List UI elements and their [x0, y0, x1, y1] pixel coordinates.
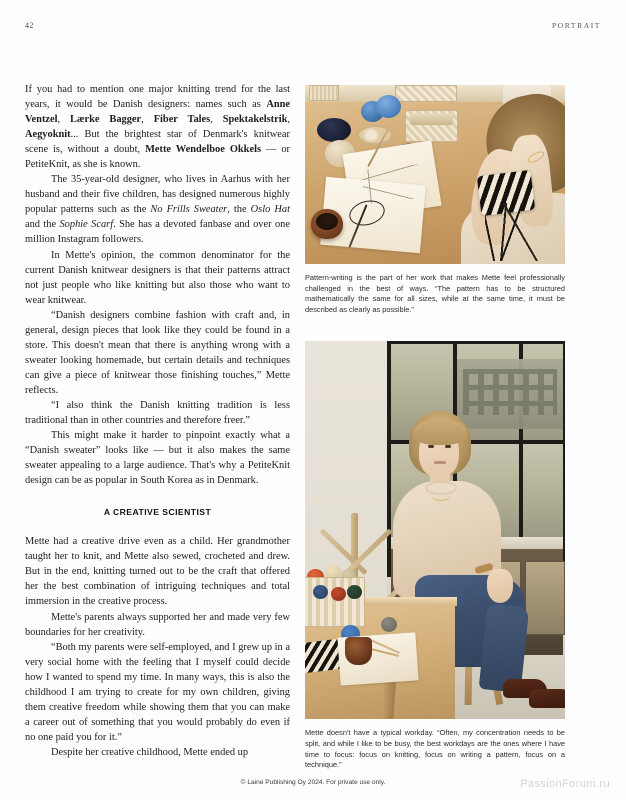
running-head-title: PORTRAIT: [551, 21, 601, 30]
text-run: Mette Wendelboe Okkels: [145, 144, 262, 156]
text-run: “Danish designers combine fashion with craft and, in general, design pieces that look like they could be found in a store. This doesn't mean that there is anything wrong with a sweater looking homemade, but certain details and techniques can give a piece of knitwear those finishing touches,” Mette reflects.: [25, 309, 290, 396]
storage-basket-contents: [410, 113, 453, 125]
site-watermark: PassionForum.ru: [520, 778, 610, 790]
knitter-figure: [453, 91, 565, 264]
photo-knitting-at-table: [305, 85, 565, 264]
article-body-before-heading: [25, 82, 290, 488]
window-pane-6: [523, 444, 563, 538]
copyright-notice: © Laine Publishing Oy 2024. For private use only.: [240, 779, 386, 786]
text-run: “Both my parents were self-employed, and I grew up in a very social home with the feeling that I myself could decide how I wanted to spend my time. In many ways, this is also the childhood I am trying to create for my own children, giving them creative freedom while showing them that you can make a career out of something that you would probably do even if no one paid you for it.”: [25, 641, 290, 743]
article-text-column: [25, 82, 290, 760]
subject-eye-left: [428, 445, 434, 447]
coffee-surface: [316, 213, 338, 230]
text-run: The 35-year-old designer, who lives in Aarhus with her husband and their five children, has designed numerous highly popular patterns such as the: [25, 174, 290, 216]
text-run: This might make it harder to pinpoint exactly what a “Danish sweater” looks like — but it also makes the same sweater appealing to a large audience. That's why a PetiteKnit design can be as popular in South Korea as in Denmark.: [25, 430, 290, 487]
text-run: ,: [287, 114, 290, 126]
section-heading: A CREATIVE SCIENTIST: [103, 507, 212, 518]
yarn-ball-blue-2: [376, 95, 401, 118]
text-run: ... But the brightest star of Denmark's knitwear scene is, without a doubt,: [25, 129, 290, 156]
yarn-winder-hub: [363, 128, 379, 142]
text-run: ,: [141, 114, 154, 126]
text-run: , the: [227, 204, 251, 216]
figure-portrait-on-stool: [305, 341, 565, 770]
woven-basket-top-middle: [395, 85, 457, 102]
article-paragraph: [25, 248, 290, 308]
woven-basket-top-left: [309, 85, 339, 101]
photo-portrait-on-stool: [305, 341, 565, 719]
sandal-right: [529, 689, 565, 708]
text-run: ,: [210, 114, 223, 126]
text-run: and the: [25, 219, 60, 231]
text-run: Anne Ventzel: [25, 99, 290, 126]
page-number: 42: [25, 21, 34, 30]
subject-hands: [487, 569, 513, 603]
text-run: Spektakelstrik: [222, 114, 288, 126]
text-run: . She has a devoted fanbase and over one million Instagram followers.: [25, 219, 290, 246]
text-run: — or PetiteKnit, as she is known.: [25, 144, 290, 171]
text-run: Fiber Tales: [153, 114, 211, 126]
yarn-ball-navy: [317, 118, 351, 142]
text-run: Aegyoknit: [25, 129, 71, 141]
text-run: Despite her creative childhood, Mette ended up: [51, 746, 249, 758]
article-paragraph: [25, 398, 290, 428]
shelf-box-2: [525, 561, 565, 635]
text-run: In Mette's opinion, the common denominator for the current Danish knitwear designers is that their patterns attract not just people who like knitting but also those who want to wear knitwear.: [25, 249, 290, 306]
article-paragraph: [25, 610, 290, 640]
article-paragraph: [25, 172, 290, 247]
pattern-sketch-lines: [361, 164, 424, 204]
article-paragraph: [25, 428, 290, 488]
subject-eye-right: [445, 445, 451, 447]
article-body-after-heading: [25, 534, 290, 760]
figure-caption: Pattern-writing is the part of her work that makes Mette feel professionally challenged in the best of ways. “The pattern has to be structured mathematically the same for all sizes, while at the same time, it must be described as clearly as possible.”: [305, 273, 565, 314]
article-paragraph: [25, 745, 290, 760]
text-run: “I also think the Danish knitting tradition is less traditional than in other countries and therefore freer.”: [25, 399, 290, 427]
article-paragraph: [25, 308, 290, 398]
table-mug: [345, 637, 372, 665]
text-run: ,: [57, 114, 71, 126]
text-run: Sophie Scarf: [59, 219, 114, 231]
article-paragraph: [25, 534, 290, 609]
text-run: Mette's parents always supported her and made very few boundaries for her creativity.: [25, 611, 290, 638]
dark-yarn-strands: [485, 203, 549, 261]
figure-caption: Mette doesn't have a typical workday. “Often, my concentration needs to be split, and while I like to be busy, the best workdays are the ones where I have time to focus: focus on knitting, focus on writing a pattern, focus on a technique.”: [305, 728, 565, 770]
subject-hair-front: [413, 419, 467, 445]
media-column: [305, 85, 565, 771]
article-paragraph: [25, 640, 290, 745]
text-run: No Frills Sweater: [150, 204, 228, 216]
figure-knitting-at-table: [305, 85, 565, 315]
text-run: If you had to mention one major knitting trend for the last years, it would be Danish designers: names such as: [25, 84, 290, 111]
article-paragraph: [25, 82, 290, 172]
text-run: Lærke Bagger: [70, 114, 142, 126]
text-run: Mette had a creative drive even as a child. Her grandmother taught her to knit, and Mette also sewed, crocheted and drew. But in the end, knitting turned out to be the craft that offered her the best combination of intriguing techniques and total immersion in the creative process.: [25, 536, 290, 608]
text-run: Oslo Hat: [250, 204, 290, 216]
subject-mouth: [434, 461, 446, 463]
